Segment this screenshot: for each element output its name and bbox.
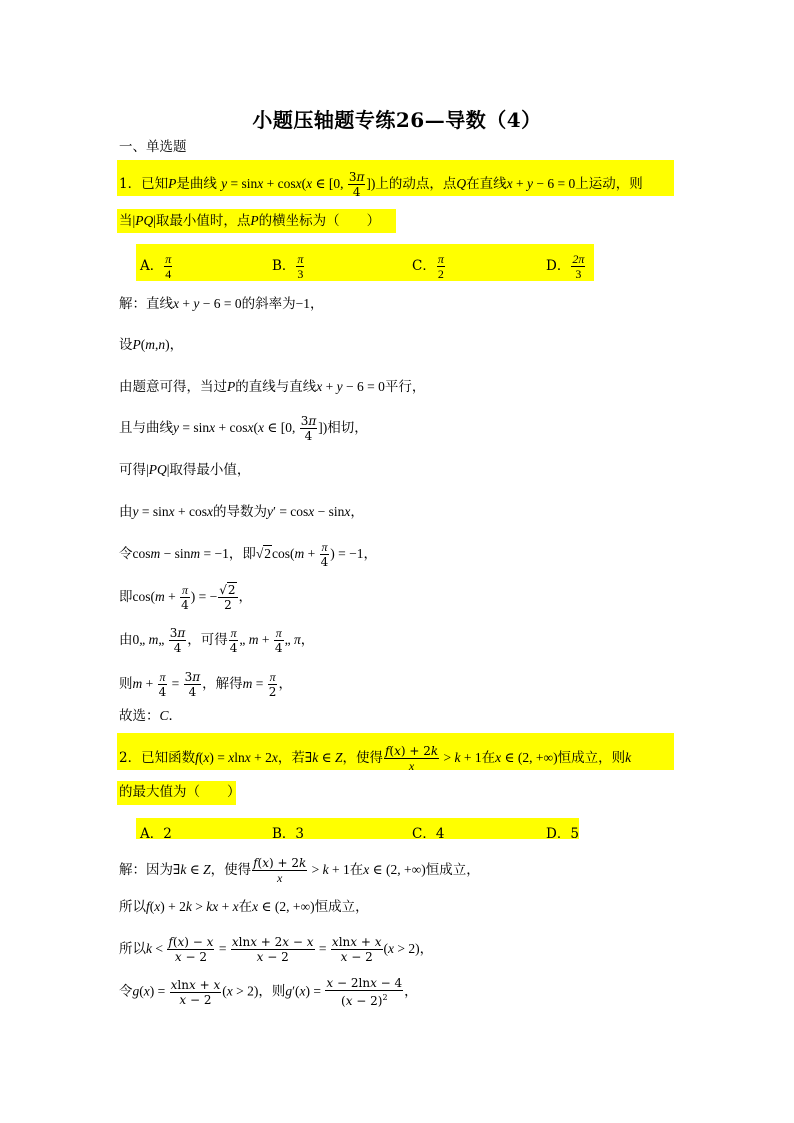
q2-option-b[interactable]: B．3 (272, 826, 305, 842)
q1-solution-line: 设P(m,n)， (119, 337, 184, 353)
q1-option-b[interactable]: B． $\frac{\pi}{3}$ (272, 252, 304, 281)
page-title: 小题压轴题专练26—导数（4） (252, 108, 542, 132)
q1-solution-line: 则m + $\frac{\pi}{4}$ = $\frac{3\pi}{4}$ ，解得m = $\frac{\pi}{2}$ ， (119, 670, 292, 699)
q1-solution-line: 即cos(m + $\frac{\pi}{4}$ ) = − $\frac{√2}{2}$ ， (119, 583, 253, 612)
q1-solution-line: 故选：C． (119, 708, 183, 724)
q2-solution-line: 解：因为∃k ∈ Z，使得 $\frac{f(x) + 2k}{x}$ > k + 1在x ∈ (2, +∞)恒成立， (119, 856, 480, 885)
highlight (136, 244, 594, 281)
q1-option-a[interactable]: A． $\frac{\pi}{4}$ (140, 252, 172, 281)
q2-option-d[interactable]: D．5 (546, 826, 579, 842)
q1-solution-line: 由0„ m„ $\frac{3\pi}{4}$ ，可得 $\frac{\pi}{4}$ „ m + $\frac{\pi}{4}$ „ π， (119, 626, 315, 655)
q2-solution-line: 所以f(x) + 2k > kx + x在x ∈ (2, +∞)恒成立， (119, 899, 369, 915)
q1-solution-line: 由y = sinx + cosx的导数为y′ = cosx − sinx， (119, 504, 364, 520)
section-heading: 一、单选题 (119, 139, 187, 155)
q2-solution-line: 所以k < $\frac{f(x) - x}{x - 2}$ = $\frac{xlnx + 2x - x}{x - 2}$ = $\frac{xlnx + x}{x - 2}$ (x > 2)， (119, 935, 434, 964)
q1-solution-line: 且与曲线y = sinx + cosx(x ∈ [0, $\frac{3\pi}{4}$ ])相切， (119, 414, 368, 443)
q1-stem-line1: 1．已知P是曲线 y = sinx + cosx(x ∈ [0, $\frac{3\pi}{4}$ ])上的动点，点Q在直线x + y − 6 = 0上运动，则 (119, 170, 643, 199)
q2-stem-line1: 2．已知函数f(x) = xlnx + 2x，若∃k ∈ Z，使得 $\frac{f(x) + 2k}{x}$ > k + 1在x ∈ (2, +∞)恒成立，则k (119, 744, 632, 773)
q2-solution-line: 令g(x) = $\frac{xlnx + x}{x - 2}$ (x > 2)，则g′(x) = $\frac{x - 2\ln x - 4}{(x - 2)^2}$ ， (119, 976, 418, 1008)
highlight (136, 818, 579, 839)
q1-solution-line: 可得|PQ|取得最小值， (119, 462, 251, 478)
q2-option-c[interactable]: C．4 (412, 826, 445, 842)
q1-stem-line2: 当|PQ|取最小值时，点P的横坐标为（ ） (119, 213, 381, 229)
q1-option-d[interactable]: D． $\frac{2\pi}{3}$ (546, 252, 585, 281)
q2-option-a[interactable]: A．2 (140, 826, 172, 842)
q1-solution-line: 由题意可得，当过P的直线与直线x + y − 6 = 0平行， (119, 379, 426, 395)
q2-stem-line2: 的最大值为（ ） (119, 784, 241, 800)
q1-solution-line: 解：直线x + y − 6 = 0的斜率为−1， (119, 296, 324, 312)
q1-option-c[interactable]: C． $\frac{\pi}{2}$ (412, 252, 444, 281)
q1-solution-line: 令cosm − sinm = −1，即√2cos(m + $\frac{\pi}{4}$ ) = −1， (119, 540, 378, 569)
